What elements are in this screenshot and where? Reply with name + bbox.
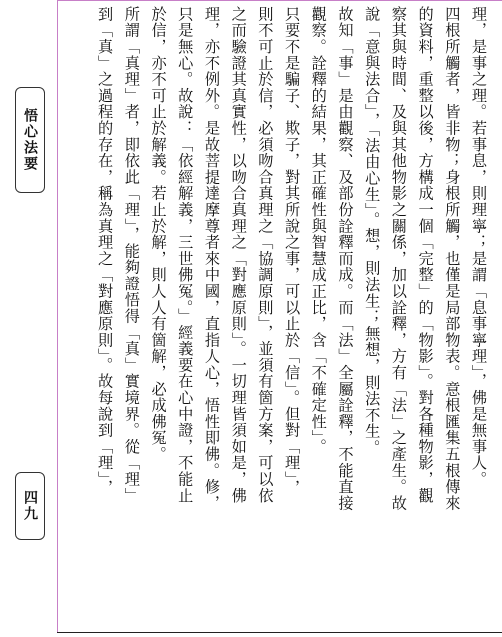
page-number-tab: 四九 xyxy=(15,472,45,540)
text-line: 說「意與法合」，「法由心生」。想，則法生；無想，則法不生。 xyxy=(363,6,382,456)
text-line: 之而驗證其真實性，以吻合真理之「對應原則」。一切理皆須如是，佛 xyxy=(229,6,248,504)
text-line: 理，是事之理。若事息，則理寧；是謂「息事寧理」，佛是無事人。 xyxy=(470,6,488,488)
text-line: 察其與時間、及與其他物影之關係，加以詮釋，方有「法」之產生。故 xyxy=(389,6,408,512)
text-line: 故知「事」是由觀察、及部份詮釋而成。而「法」全屬詮釋，不能直接 xyxy=(336,6,355,512)
page-top-border xyxy=(57,0,502,1)
text-line: 的資料，重整以後，方構成一個「完整」的「物影」。對各種物影，觀 xyxy=(416,6,435,504)
text-line: 觀察。詮釋的結果，其正確性與智慧成正比，含「不確定性」。 xyxy=(309,6,328,455)
text-line: 則不可止於信，必須吻合真理之「協調原則」，並須有箇方案，可以依 xyxy=(256,6,275,504)
vertical-text-body xyxy=(62,6,492,628)
text-line: 只是無心。故說：「依經解義，三世佛冤。」經義要在心中證，不能止 xyxy=(176,6,195,504)
book-title-tab: 悟心法要 xyxy=(15,87,45,193)
page-left-border xyxy=(57,0,58,632)
text-line: 四根所觸者，皆非物；身根所觸，也僅是局部物表。意根匯集五根傳來 xyxy=(443,6,462,512)
page-bottom-rule xyxy=(57,632,502,633)
text-line: 只要不是騙子、欺子，對其所說之事，可以止於「信」。但對「理」， xyxy=(283,6,302,497)
text-line: 於信，亦不可止於解義。若止於解，則人人有箇解，必成佛冤。 xyxy=(149,6,168,463)
text-line: 到「真」之過程的存在，稱為真理之「對應原則」。故每說到「理」， xyxy=(96,6,115,497)
text-line: 理，亦不例外。是故菩提達摩尊者來中國，直指人心，悟性即佛。修， xyxy=(202,6,221,512)
text-line: 所謂「真理」者，即依此「理」，能夠證悟得「真」實境界。從「理」 xyxy=(122,6,141,504)
